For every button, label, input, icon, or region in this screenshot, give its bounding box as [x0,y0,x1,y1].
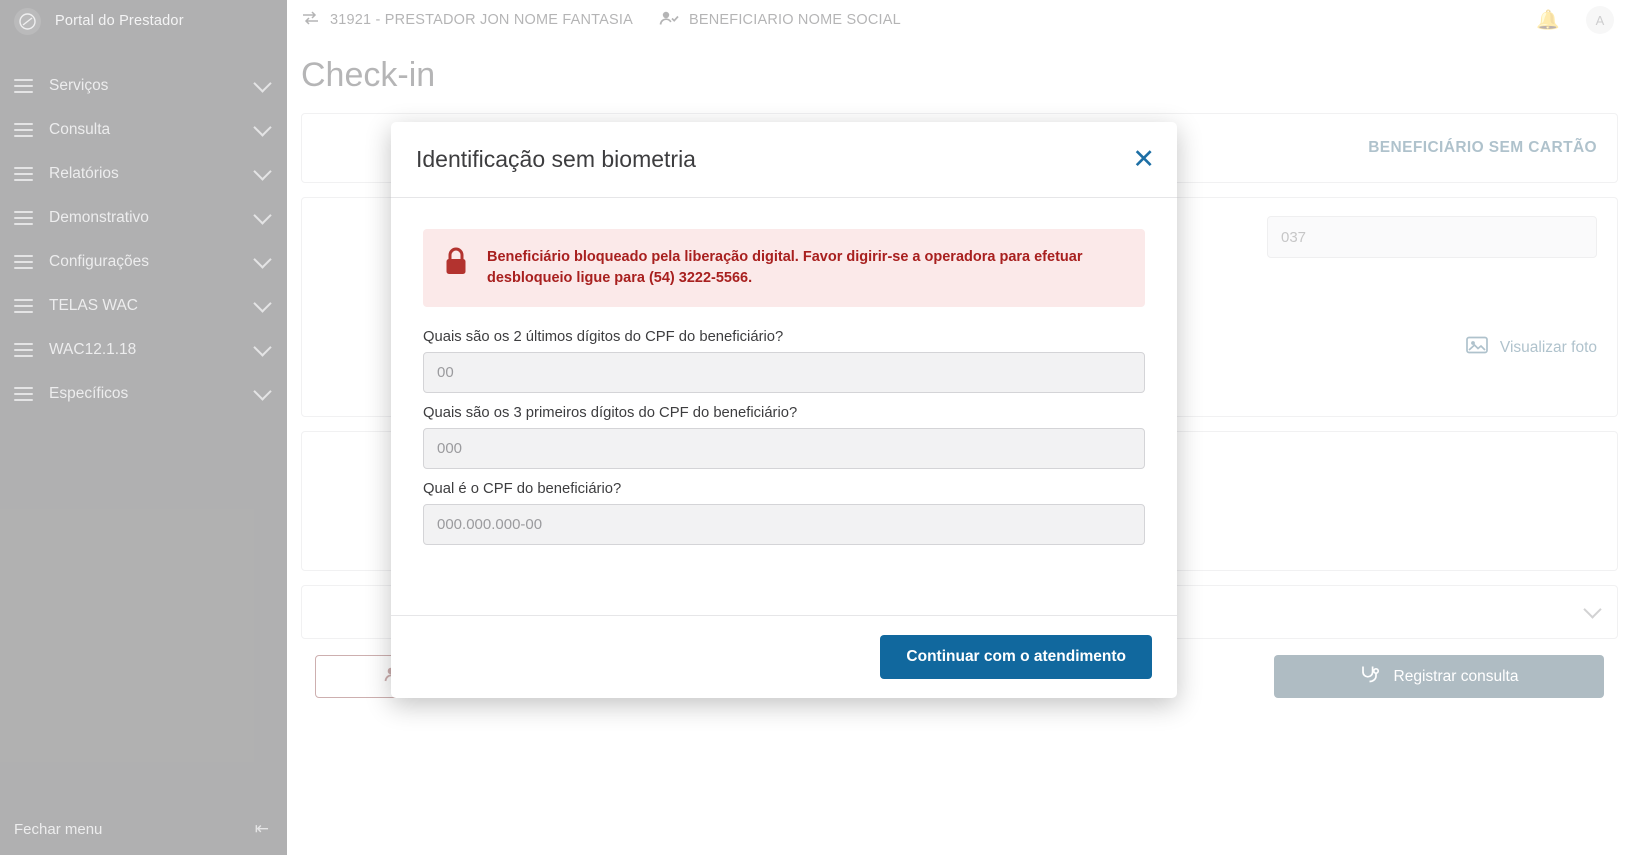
modal-title: Identificação sem biometria [416,146,696,172]
cpf-first3-input[interactable] [423,428,1145,469]
continue-button[interactable]: Continuar com o atendimento [880,635,1152,679]
cpf-last2-input[interactable] [423,352,1145,393]
field-group-first3 [423,405,1145,481]
modal-body [391,198,1177,615]
field-group-cpf [423,481,1145,557]
field-label-first3: Quais são os 3 primeiros dígitos do CPF do beneficiário? [423,405,798,422]
field-label-cpf: Qual é o CPF do beneficiário? [423,481,622,498]
cpf-full-input[interactable] [423,504,1145,545]
lock-icon [443,247,469,282]
identification-modal [391,122,1177,698]
modal-footer [391,615,1177,698]
blocked-alert [423,229,1145,307]
close-icon[interactable]: ✕ [1132,144,1155,174]
blocked-alert-text: Beneficiário bloqueado pela liberação digital. Favor digirir-se a operadora para efetuar desbloqueio ligue para (54) 3222-5566. [487,249,1083,287]
modal-header [391,122,1177,198]
field-label-last2: Quais são os 2 últimos dígitos do CPF do beneficiário? [423,329,784,346]
field-group-last2 [423,329,1145,405]
